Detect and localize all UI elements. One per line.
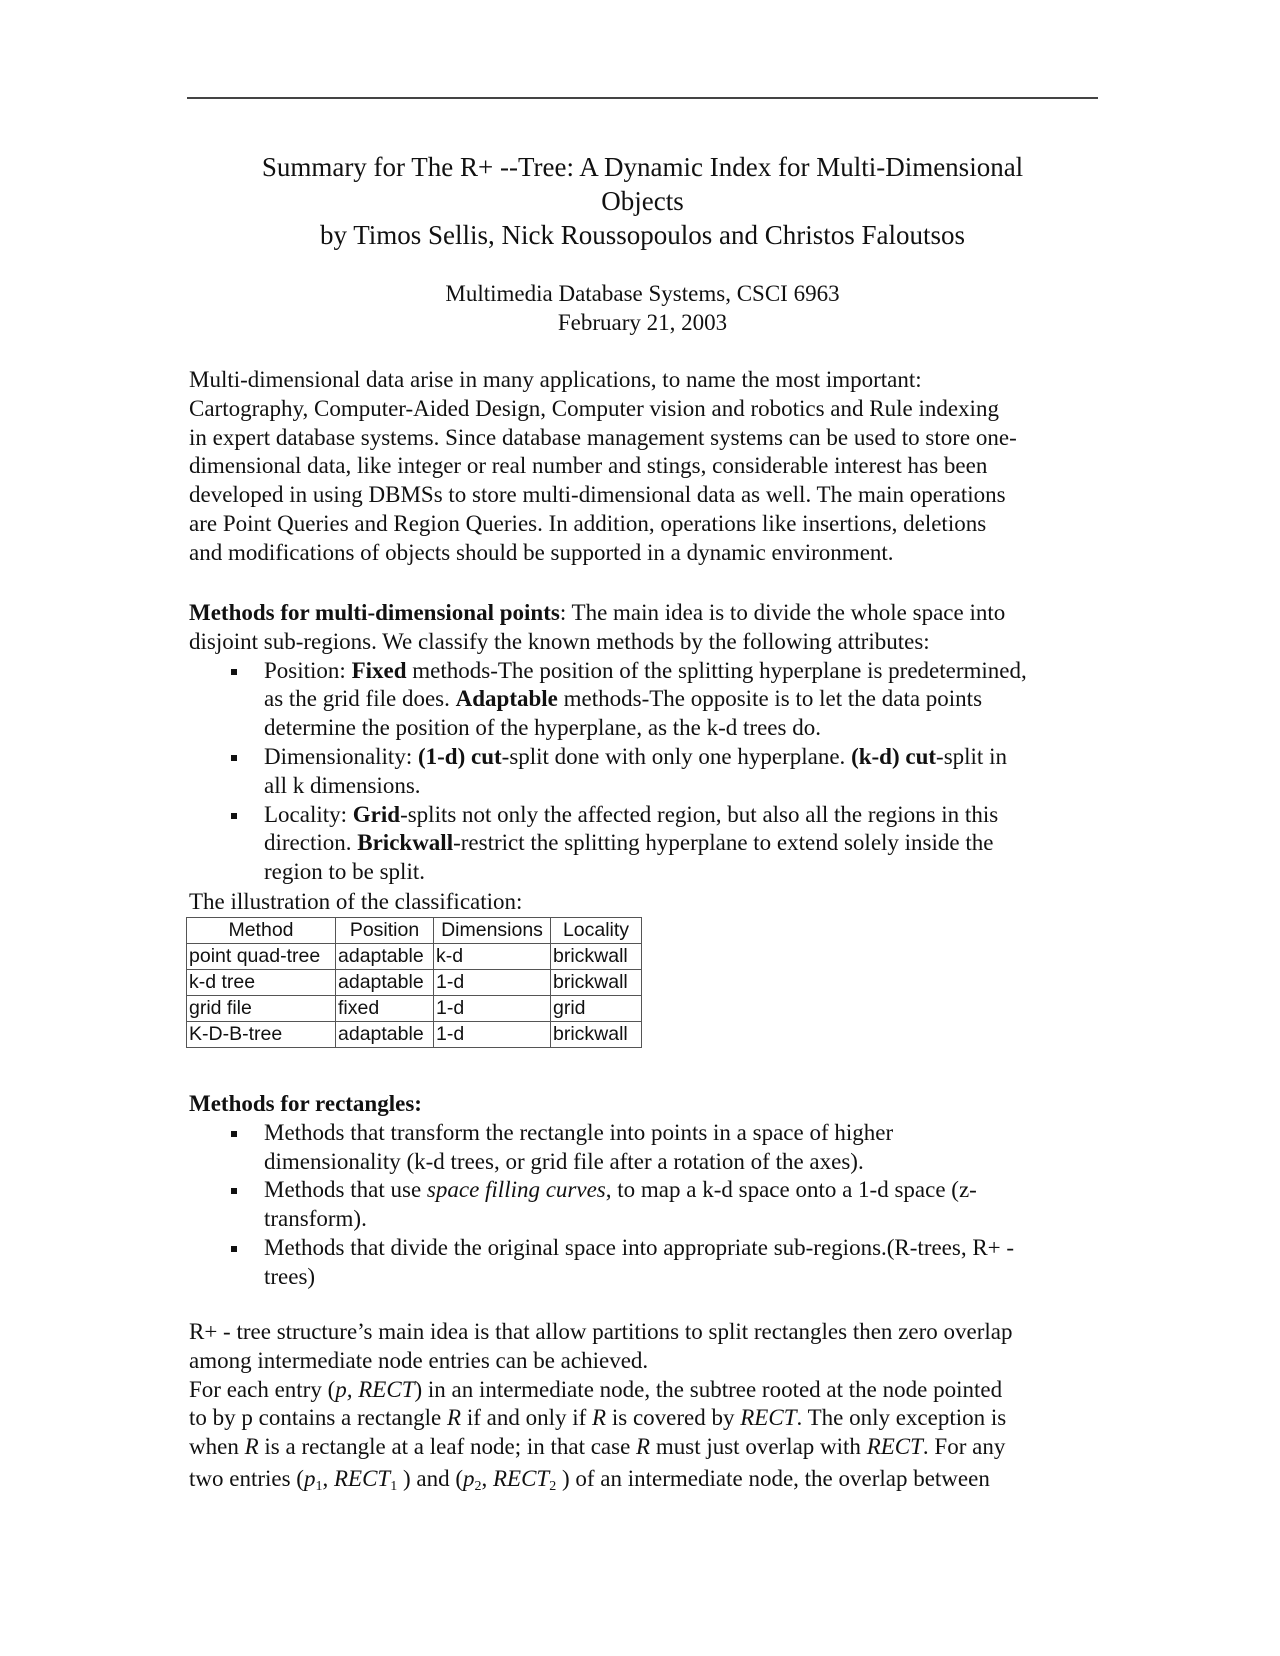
intro-line: Multi-dimensional data arise in many applications, to name the most important: — [189, 367, 922, 392]
classification-table — [186, 917, 642, 1048]
table-cell: 1-d — [434, 970, 551, 996]
attributes-list — [189, 657, 1109, 887]
intro-paragraph — [189, 366, 1109, 568]
intro-line: developed in using DBMSs to store multi-dimensional data as well. The main operations — [189, 482, 1006, 508]
list-item-dimensionality: Dimensionality: (1-d) cut-split done with only one hyperplane. (k-d) cut-split in all k dimensions. — [189, 743, 1109, 801]
points-section: Methods for multi-dimensional points: The main idea is to divide the whole space into disjoint sub-regions. We classify the known methods by the following attributes: Position: Fixed methods-The position of the splitting hyperplane is predetermined, as the grid file does. Adaptable methods-The opposite is to let the data points determine the position of the hyperplane, as the k-d trees do. Dimensionality: (1-d) cut-split done with only one hyperplane. (k-d) cut-split in all k dimensions. Locality: Grid-splits not only the affected region, but also all the regions in this direction. Brickwall-restrict the splitting hyperplane to extend solely inside the region to be split. — [189, 599, 1109, 887]
header-rule — [187, 97, 1098, 99]
column-header: Position — [336, 918, 434, 944]
rectangles-heading: Methods for rectangles: — [189, 1091, 422, 1116]
table-cell: k-d tree — [187, 970, 336, 996]
rectangles-section — [189, 1090, 1109, 1292]
table-cell: fixed — [336, 996, 434, 1022]
document-title — [187, 150, 1098, 252]
list-item: Methods that transform the rectangle into points in a space of higher dimensionality (k-d trees, or grid file after a rotation of the axes). — [189, 1119, 1109, 1177]
list-item: Methods that divide the original space into appropriate sub-regions.(R-trees, R+ - trees) — [189, 1234, 1109, 1292]
table-cell: k-d — [434, 944, 551, 970]
authors: by Timos Sellis, Nick Roussopoulos and Christos Faloutsos — [319, 220, 966, 250]
table-row — [187, 1022, 642, 1048]
date: February 21, 2003 — [557, 310, 728, 335]
list-item: Methods that use space filling curves, to map a k-d space onto a 1-d space (z- transform). — [189, 1176, 1109, 1234]
points-heading: Methods for multi-dimensional points — [189, 600, 560, 625]
column-header: Locality — [551, 918, 642, 944]
course: Multimedia Database Systems, CSCI 6963 — [445, 281, 840, 306]
document-meta — [187, 279, 1098, 337]
table-cell: 1-d — [434, 1022, 551, 1048]
table-cell: point quad-tree — [187, 944, 336, 970]
table-row — [187, 970, 642, 996]
intro-line: are Point Queries and Region Queries. In addition, operations like insertions, deletions — [189, 510, 987, 536]
title-line-2: Objects — [601, 186, 684, 216]
list-item-position: Position: Fixed methods-The position of the splitting hyperplane is predetermined, as the grid file does. Adaptable methods-The opposite is to let the data points determine the position of the hyperplane, as the k-d trees do. — [189, 657, 1109, 743]
title-line-1: Summary for The R+ --Tree: A Dynamic Index for Multi-Dimensional — [261, 152, 1024, 182]
table-cell: adaptable — [336, 1022, 434, 1048]
intro-line: dimensional data, like integer or real number and stings, considerable interest has been — [189, 453, 988, 479]
table-row — [187, 996, 642, 1022]
column-header: Dimensions — [434, 918, 551, 944]
table-row — [187, 944, 642, 970]
table-cell: brickwall — [551, 944, 642, 970]
list-item-locality: Locality: Grid-splits not only the affected region, but also all the regions in this direction. Brickwall-restrict the splitting hyperplane to extend solely inside the region to be split. — [189, 801, 1109, 887]
intro-line: in expert database systems. Since database management systems can be used to store one- — [189, 424, 1017, 450]
table-cell: brickwall — [551, 970, 642, 996]
table-cell: grid — [551, 996, 642, 1022]
table-cell: adaptable — [336, 970, 434, 996]
table-caption: The illustration of the classification: — [189, 889, 523, 914]
table-cell: brickwall — [551, 1022, 642, 1048]
table-cell: grid file — [187, 996, 336, 1022]
table-cell: adaptable — [336, 944, 434, 970]
intro-line: Cartography, Computer-Aided Design, Computer vision and robotics and Rule indexing — [189, 395, 999, 421]
table-cell: 1-d — [434, 996, 551, 1022]
table-header-row — [187, 918, 642, 944]
rectangle-methods-list — [189, 1119, 1109, 1292]
column-header: Method — [187, 918, 336, 944]
rplus-tree-paragraph: R+ - tree structure’s main idea is that allow partitions to split rectangles then zero overlap among intermediate node entries can be achieved. For each entry (p, RECT) in an intermediate node, the subtree rooted at the node pointed to by p contains a rectangle R if and only if R is covered by RECT. The only exception is when R is a rectangle at a leaf node; in that case R must just overlap with RECT. For any two entries ($p_1$, $RECT_1$ ) and ($p_2$, $RECT_2$ ) of an intermediate node, the overlap between — [189, 1319, 1013, 1494]
table-cell: K-D-B-tree — [187, 1022, 336, 1048]
intro-line: and modifications of objects should be supported in a dynamic environment. — [189, 539, 894, 565]
